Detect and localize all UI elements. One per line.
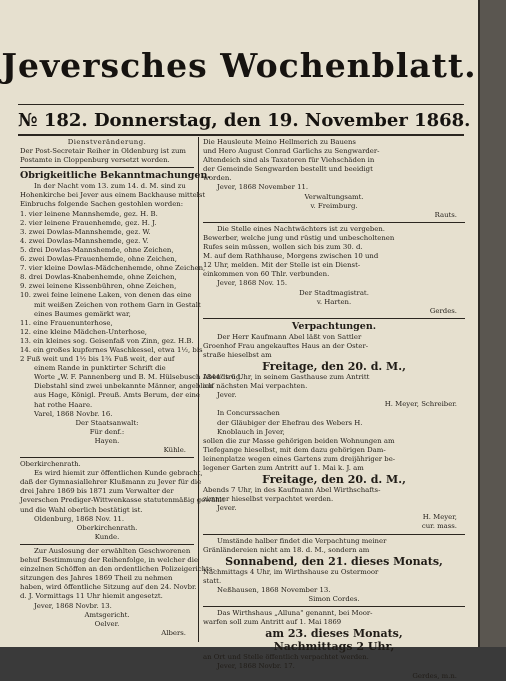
section-divider	[20, 167, 194, 168]
section-divider	[203, 318, 465, 319]
article-signature: Albers.	[161, 628, 186, 637]
article-line: Die Hausleute Meino Hellmerich zu Bauens	[203, 138, 356, 146]
article-signature: Kühle.	[163, 446, 186, 454]
article-line: 14. ein großes kupfernes Waschkessel, etwa 1½, bis	[20, 345, 203, 354]
article-line: Jever, 1868 Novbr. 17.	[217, 662, 295, 671]
article-wirth	[203, 609, 465, 680]
article-line: einem Rande in punktirter Schrift die	[34, 364, 166, 373]
article-line: am 23. dieses Monats,	[265, 627, 403, 641]
article-line: an Ort und Stelle öffentlich verpachtet werden.	[203, 653, 369, 662]
article-line: Hayen.	[94, 436, 120, 445]
article-line: sollen die zur Masse gehörigen beiden Wohnungen am	[203, 436, 395, 445]
article-line: Die Stelle eines Nachtwächters ist zu vergeben.	[217, 224, 385, 233]
article-line: 2 Fuß weit und 1½ bis 1¾ Fuß weit, der auf	[20, 355, 175, 364]
article-line: auf nächsten Mai verpachten.	[203, 382, 308, 391]
article-line: Kunde.	[94, 532, 120, 541]
article-line: straße hieselbst am	[203, 350, 272, 359]
article-line: aus Hage, Königl. Preuß. Amts Berum, der eine	[34, 391, 201, 400]
section-divider	[203, 222, 465, 223]
article-line: Umstände halber findet die Verpachtung meiner	[217, 536, 387, 545]
article-line: und die Wahl oberlich bestätigt ist.	[20, 505, 143, 514]
article-line: Freitage, den 20. d. M.,	[262, 360, 406, 374]
article-signature: Gerdes.	[429, 306, 457, 315]
article-line: Freitage, den 20. d. M.,	[262, 473, 406, 487]
article-line: einkommen von 60 Thlr. verbunden.	[203, 270, 330, 279]
article-line: In Concurssachen	[217, 409, 280, 418]
article-line: daß der Gymnasiallehrer Klußmann zu Jever für die	[20, 478, 202, 487]
article-line: Der Staatsanwalt:	[75, 418, 139, 427]
article-line: eines Baumes gemärkt war,	[34, 309, 131, 318]
top-rule	[18, 104, 464, 105]
article-line: Worte „W. F. Pannenberg und B. M. Hülsebusch 1844" trug.	[34, 373, 243, 382]
article-line: Tiefegange hieselbst, mit dem dazu gehörigen Dam-	[203, 445, 386, 454]
article-line: Nachmittags 4 Uhr, im Wirthshause zu Ostermoor	[203, 567, 379, 576]
article-verp	[203, 321, 465, 532]
article-line: Abends 6 Uhr, in seinem Gasthause zum Antritt	[203, 373, 370, 382]
article-line: Oberkirchenrath.	[76, 523, 138, 532]
article-line: Verpachtungen.	[291, 320, 377, 332]
article-haus	[203, 138, 465, 220]
article-line: Sonnabend, den 21. dieses Monats,	[225, 554, 443, 568]
article-line: Verwaltungsamt.	[304, 192, 364, 201]
article-line: mit weißen Zeichen von rothem Garn in Gestalt	[34, 300, 201, 309]
article-line: Zur Auslosung der erwählten Geschworenen	[34, 546, 191, 555]
article-line: Jever, 1868 Novbr. 13.	[34, 601, 112, 610]
article-line: Postamte in Cloppenburg versetzt worden.	[20, 156, 170, 165]
article-line: der Gemeinde Sengwarden bestellt und beeidigt	[203, 165, 373, 174]
article-line: statt.	[203, 576, 222, 585]
article-line: cur. mass.	[421, 522, 457, 531]
article-line: Diebstahl sind zwei unbekannte Männer, angeblich	[34, 382, 213, 391]
section-divider	[203, 606, 465, 607]
article-line: Der Herr Kaufmann Abel läßt von Sattler	[217, 332, 362, 341]
article-line: worden.	[203, 174, 232, 183]
article-signature: Rauts.	[434, 210, 457, 219]
book-spine	[478, 0, 506, 647]
article-line: Jever.	[217, 504, 237, 513]
section-divider	[20, 457, 194, 458]
article-line: 3. zwei Dowlas-Mannshemde, gez. W.	[20, 227, 151, 236]
article-line: 12 Uhr, melden. Mit der Stelle ist ein Dienst-	[203, 261, 361, 270]
article-line: legener Garten zum Antritt auf 1. Mai k. J. am	[203, 464, 364, 472]
article-line: Das Wirthshaus „Alluna" genannt, bei Moor-	[217, 609, 373, 618]
article-line: Dienstveränderung.	[67, 138, 147, 146]
article-line: hat rothe Haare.	[34, 400, 93, 409]
article-line: haben, wird öffentliche Sitzung auf den 24. Novbr.	[20, 583, 197, 592]
article-line: 6. zwei Dowlas-Frauenhemde, ohne Zeichen,	[20, 255, 177, 264]
article-line: Einbruchs folgende Sachen gestohlen worden:	[20, 200, 184, 209]
article-line: drei Jahre 1869 bis 1871 zum Verwalter der	[20, 487, 174, 496]
article-line: 13. ein kleines sog. Geisenfaß von Zinn, gez. H.B.	[20, 336, 194, 345]
article-line: 9. zwei leinene Kissenbühren, ohne Zeichen,	[20, 282, 177, 291]
article-line: warfen soll zum Antritt auf 1. Mai 1869	[203, 618, 342, 627]
article-line: H. Meyer, Schreiber.	[384, 400, 457, 409]
article-line: Oelver.	[94, 619, 120, 628]
article-umst	[203, 537, 465, 605]
header-rule	[18, 134, 464, 136]
issue-line: № 182. Donnerstag, den 19. November 1868.	[18, 110, 471, 131]
article-line: Jever, 1868 November 11.	[217, 183, 309, 192]
article-line: leinenplatze wegen eines Gartens zum dreijähriger be-	[203, 454, 396, 463]
article-oberk	[20, 460, 225, 542]
section-divider	[20, 544, 194, 545]
article-line: 12. eine kleine Mädchen-Unterhose,	[20, 327, 147, 336]
article-line: 1. vier leinene Mannshemde, gez. H. B.	[20, 209, 158, 218]
section-divider	[203, 534, 465, 535]
article-line: Amtsgericht.	[84, 610, 130, 619]
article-line: Nachmittags 2 Uhr,	[273, 640, 395, 654]
article-line: Neßhausen, 1868 November 13.	[217, 585, 331, 594]
article-line: Altendeich sind als Taxatoren für Viehschäden in	[203, 156, 375, 165]
article-line: 2. vier leinene Frauenhemde, gez. H. J.	[20, 218, 157, 227]
article-line: 7. vier kleine Dowlas-Mädchenhemde, ohne Zeichen,	[20, 264, 206, 273]
article-line: der Gläubiger der Ehefrau des Webers H.	[217, 418, 363, 427]
article-line: H. Meyer,	[422, 513, 457, 522]
article-line: 5. drei Dowlas-Mannshemde, ohne Zeichen,	[20, 245, 174, 254]
article-line: 8. drei Dowlas-Knabenhemde, ohne Zeichen,	[20, 273, 177, 282]
article-line: Abends 7 Uhr, in des Kaufmann Abel Wirthschafts-	[203, 486, 381, 495]
article-line: Gränländereien nicht am 18. d. M., sondern am	[203, 545, 370, 554]
right-column	[203, 138, 465, 681]
article-line: 4. zwei Dowlas-Mannshemde, gez. V.	[20, 236, 149, 245]
masthead-title: Jeversches Wochenblatt.	[1, 46, 477, 85]
article-line: Jeverschen Prediger-Wittwenkasse statutenmäßig gewählt	[20, 496, 225, 505]
article-line: d. J. Vormittags 11 Uhr hiemit angesetzt.	[20, 592, 163, 601]
article-line: Der Stadtmagistrat.	[299, 288, 369, 297]
article-line: Knoblauch in Jever,	[217, 427, 285, 436]
article-line: v. Harten.	[316, 297, 352, 306]
article-line: Oldenburg, 1868 Nov. 11.	[34, 514, 125, 523]
article-line: sitzungen des Jahres 1869 Theil zu nehmen	[20, 574, 173, 583]
article-line: Varel, 1868 Novbr. 16.	[34, 409, 113, 418]
article-line: 10. zwei feine leinene Laken, von denen das eine	[20, 291, 192, 300]
article-line: zimmer hieselbst verpachtet werden.	[203, 495, 334, 504]
article-line: 11. eine Frauenunterhose,	[20, 318, 113, 327]
article-line: Jever.	[217, 391, 237, 400]
article-line: Hohenkirche bei Jever aus einem Backhause mittelst	[20, 191, 206, 200]
article-line: Oberkirchenrath.	[20, 460, 81, 469]
article-line: Jever, 1868 Nov. 15.	[217, 279, 288, 288]
article-line: M. auf dem Rathhause, Morgens zwischen 10 und	[203, 252, 379, 261]
article-line: Groenhof Frau angekauftes Haus an der Oster-	[203, 341, 369, 350]
article-line: einzelnen Schöffen an den ordentlichen Polizeigerichts-	[20, 565, 215, 574]
article-line: behuf Bestimmung der Reihenfolge, in welcher die	[20, 556, 199, 565]
article-line: Für denf.:	[89, 427, 125, 436]
article-line: Der Post-Secretair Reiher in Oldenburg ist zum	[20, 147, 186, 156]
article-line: Rufes sein müssen, wollen sich bis zum 30. d.	[203, 243, 363, 252]
article-line: und Hero August Conrad Garlichs zu Sengwarder-	[203, 147, 380, 156]
article-nacht	[203, 225, 465, 316]
article-line: In der Nacht vom 13. zum 14. d. M. sind zu	[34, 182, 186, 191]
article-line: Obrigkeitliche Bekanntmachungen.	[20, 170, 211, 182]
article-line: Simon Cordes.	[308, 595, 360, 604]
article-line: Es wird hiemit zur öffentlichen Kunde gebracht,	[34, 469, 203, 478]
article-dienst	[20, 138, 194, 165]
article-line: Gerdes, m.n.	[412, 671, 457, 680]
article-line: Bewerber, welche jung und rüstig und unbescholtenen	[203, 233, 395, 242]
article-line: v. Freimburg.	[310, 201, 358, 210]
